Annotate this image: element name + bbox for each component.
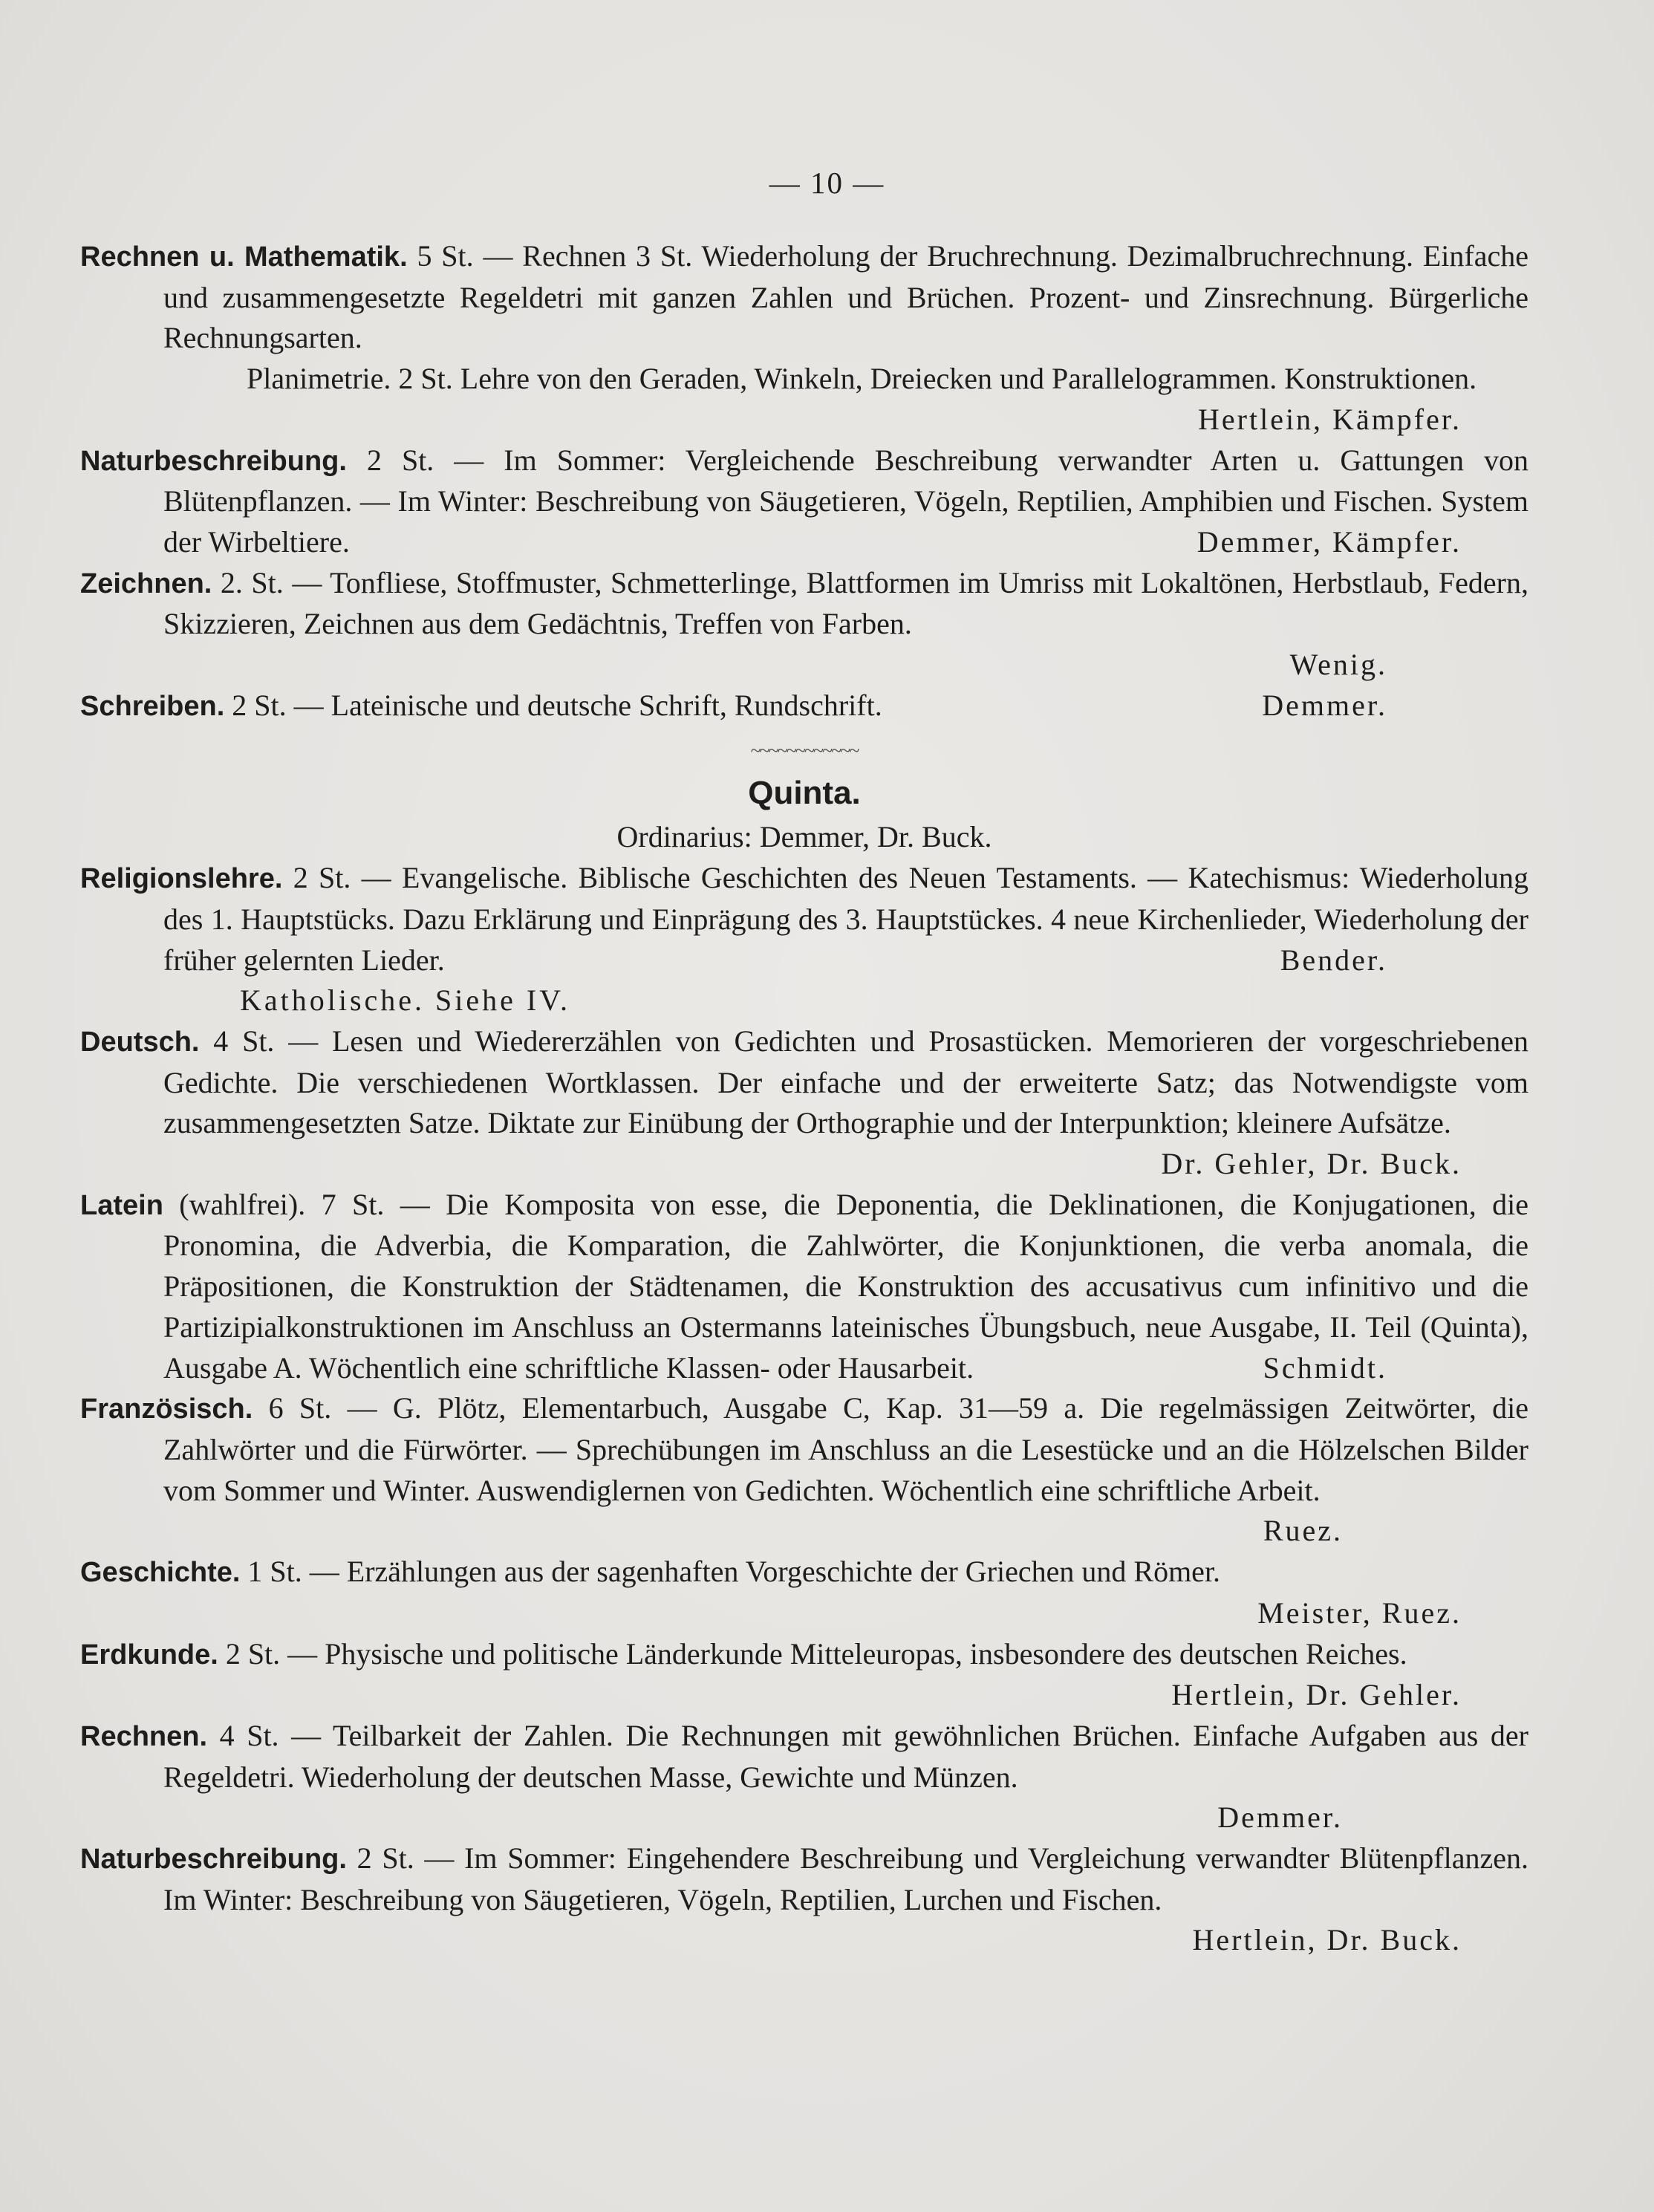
entry-text: 2. St. — Tonfliese, Stoffmuster, Schmetterlinge, Blattformen im Umriss mit Lokaltönen, Herbstlaub, Federn, Skizzieren, Zeichnen aus dem Gedächtnis, Treffen von Farben. [163,565,1528,641]
teacher-names: Schmidt. [1263,1350,1387,1385]
subject-heading: Naturbeschreibung. [80,445,347,477]
section-title: Quinta. [748,775,861,812]
subject-heading: Latein [80,1189,163,1221]
teacher-names: Hertlein, Dr. Gehler. [1171,1678,1462,1712]
subject-heading: Rechnen. [80,1720,208,1752]
entry-text: 2 St. — Im Sommer: Vergleichende Beschreibung verwandter Arten u. Gattungen von Blütenpflanzen. — Im Winter: Beschreibung von Säugetieren, Vögeln, Reptilien, Amphibien und Fischen. System der Wirbeltiere. [163,443,1529,559]
section-divider: ~~~~~~~~~~~~ [750,740,859,762]
entry-text: 4 St. — Lesen und Wiedererzählen von Gedichten und Prosastücken. Memorieren der vorgeschriebenen Gedichte. Die verschiedenen Wortklassen. Der einfache und der erweiterte Satz; das Notwendigste vom zusammengesetzten Satze. Diktate zur Einübung der Orthographie und der Interpunktion; kleinere Aufsätze. [163,1024,1529,1140]
subject-heading: Erdkunde. [80,1639,218,1671]
teacher-names: Ruez. [1263,1514,1343,1548]
teacher-names: Demmer, Kämpfer. [1196,524,1462,559]
entry-naturbeschreibung-quinta [80,1838,1528,1961]
teacher-names: Meister, Ruez. [1257,1595,1462,1630]
entry-rechnen-mathematik [80,236,1528,359]
teacher-names: Wenig. [1289,648,1387,682]
subject-heading: Naturbeschreibung. [80,1844,347,1876]
entry-deutsch [80,1021,1529,1181]
document-body [80,236,1528,1961]
entry-text: 4 St. — Teilbarkeit der Zahlen. Die Rechnungen mit gewöhnlichen Brüchen. Einfache Aufgaben aus der Regeldetri. Wiederholung der deutschen Masse, Gewichte und Münzen. [163,1718,1529,1794]
entry-schreiben [80,686,1528,727]
entry-text: 5 St. — Rechnen 3 St. Wiederholung der Bruchrechnung. Dezimalbruchrechnung. Einfache und zusammengesetzte Regeldetri mit ganzen Zahlen und Brüchen. Prozent- und Zinsrechnung. Bürgerliche Rechnungsarten. [163,239,1528,355]
teacher-names: Demmer. [1262,688,1387,722]
entry-extra-katholische: Katholische. Siehe IV. [240,983,570,1018]
entry-text: 2 St. — Im Sommer: Eingehendere Beschreibung und Vergleichung verwandter Blütenpflanzen. Im Winter: Beschreibung von Säugetieren, Vögeln, Reptilien, Lurchen und Fischen. [163,1841,1528,1916]
teacher-names: Demmer. [1217,1800,1343,1835]
page-number: — 10 — [769,166,885,200]
entry-latein [80,1185,1528,1389]
entry-text: 2 St. — Evangelische. Biblische Geschichten des Neuen Testaments. — Katechismus: Wiederholung des 1. Hauptstücks. Dazu Erklärung und Einprägung des 3. Hauptstückes. 4 neue Kirchenlieder, Wiederholung der früher gelernten Lieder. [163,861,1529,977]
entry-text: 1 St. — Erzählungen aus der sagenhaften Vorgeschichte der Griechen und Römer. [247,1555,1221,1589]
subject-heading: Schreiben. [80,690,225,722]
entry-text: (wahlfrei). 7 St. — Die Komposita von esse, die Deponentia, die Deklinationen, die Konjugationen, die Pronomina, die Adverbia, die Komparation, die Zahlwörter, die Konjunktionen, die verba anomala, die Präpositionen, die Konstruktion der Städtenamen, die Konstruktion des accusativus cum infinitivo und die Partizipialkonstruktionen im Anschluss an Ostermanns lateinisches Übungsbuch, neue Ausgabe, II. Teil (Quinta), Ausgabe A. Wöchentlich eine schriftliche Klassen- oder Hausarbeit. [163,1187,1529,1385]
ordinarius-line: Ordinarius: Demmer, Dr. Buck. [616,820,992,854]
entry-text: 2 St. — Physische und politische Länderkunde Mitteleuropas, insbesondere des deutschen Reiches. [225,1636,1407,1671]
entry-naturbeschreibung [80,440,1528,563]
entry-religionslehre [80,858,1528,980]
entry-franzoesisch [80,1388,1529,1548]
subject-heading: Zeichnen. [80,567,212,599]
subject-heading: Rechnen u. Mathematik. [80,241,408,273]
entry-zeichnen [80,563,1528,686]
entry-erdkunde [80,1634,1528,1712]
entry-planimetrie [80,359,1528,436]
teacher-names: Dr. Gehler, Dr. Buck. [1161,1147,1462,1181]
entry-text: 2 St. — Lateinische und deutsche Schrift, Rundschrift. [232,688,882,722]
entry-subtext: Planimetrie. 2 St. Lehre von den Geraden, Winkeln, Dreiecken und Parallelogrammen. Konstruktionen. [247,362,1477,396]
subject-heading: Religionslehre. [80,863,283,895]
subject-heading: Geschichte. [80,1557,241,1589]
subject-heading: Französisch. [80,1393,253,1425]
teacher-names: Hertlein, Dr. Buck. [1192,1923,1462,1957]
teacher-names: Hertlein, Kämpfer. [1198,402,1462,436]
entry-rechnen [80,1716,1528,1838]
teacher-names: Bender. [1280,943,1387,977]
entry-text: 6 St. — G. Plötz, Elementarbuch, Ausgabe C, Kap. 31—59 a. Die regelmässigen Zeitwörter, die Zahlwörter und die Fürwörter. — Sprechübungen im Anschluss an die Lesestücke und an die Hölzelschen Bilder vom Sommer und Winter. Auswendiglernen von Gedichten. Wöchentlich eine schriftliche Arbeit. [163,1391,1529,1507]
subject-heading: Deutsch. [80,1026,200,1058]
entry-geschichte [80,1552,1528,1633]
